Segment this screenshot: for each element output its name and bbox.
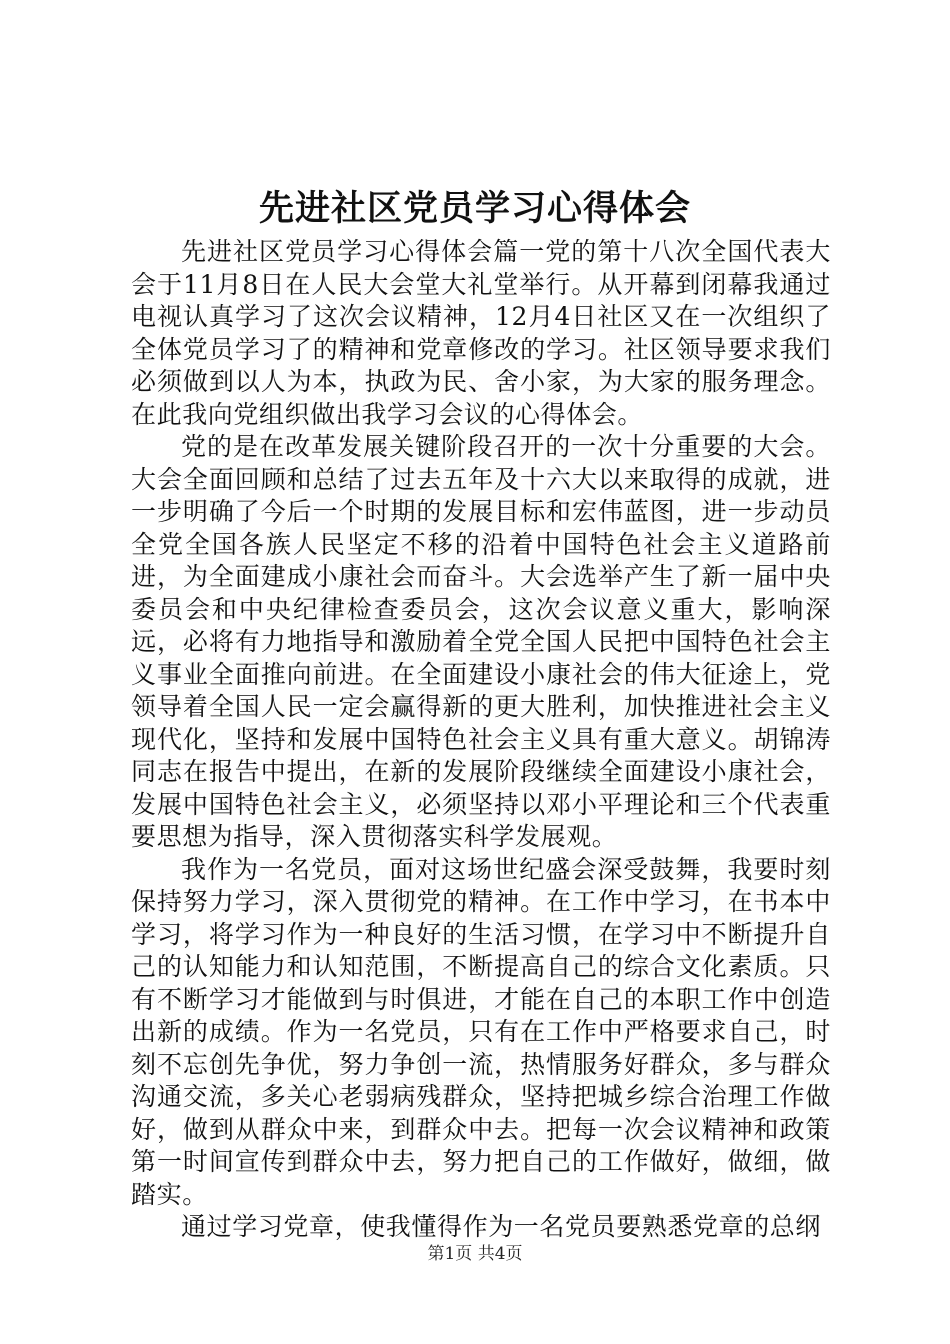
document-title: 先进社区党员学习心得体会	[258, 188, 691, 229]
paragraph-2: 党的是在改革发展关键阶段召开的一次十分重要的大会。大会全面回顾和总结了过去五年及十六大以来取得的成就，进一步明确了今后一个时期的发展目标和宏伟蓝图，进一步动员全党全国各族人民坚定不移的沿着中国特色社会主义道路前进，为全面建成小康社会而奋斗。大会选举产生了新一届中央委员会和中央纪律检查委员会，这次会议意义重大，影响深远，必将有力地指导和激励着全党全国人民把中国特色社会主义事业全面推向前进。在全面建设小康社会的伟大征途上，党领导着全国人民一定会赢得新的更大胜利，加快推进社会主义现代化，坚持和发展中国特色社会主义具有重大意义。胡锦涛同志在报告中提出，在新的发展阶段继续全面建设小康社会，发展中国特色社会主义，必须坚持以邓小平理论和三个代表重要思想为指导，深入贯彻落实科学发展观。	[131, 432, 831, 851]
paragraph-4: 通过学习党章，使我懂得作为一名党员要熟悉党章的总纲	[181, 1212, 822, 1241]
paragraph-3: 我作为一名党员，面对这场世纪盛会深受鼓舞，我要时刻保持努力学习，深入贯彻党的精神。在工作中学习，在书本中学习，将学习作为一种良好的生活习惯，在学习中不断提升自己的认知能力和认知范围，不断提高自己的综合文化素质。只有不断学习才能做到与时俱进，才能在自己的本职工作中创造出新的成绩。作为一名党员，只有在工作中严格要求自己，时刻不忘创先争优，努力争创一流，热情服务好群众，多与群众沟通交流，多关心老弱病残群众，坚持把城乡综合治理工作做好，做到从群众中来，到群众中去。把每一次会议精神和政策第一时间宣传到群众中去，努力把自己的工作做好，做细，做踏实。	[131, 854, 831, 1209]
paragraph-1: 先进社区党员学习心得体会篇一党的第十八次全国代表大会于11月8日在人民大会堂大礼堂举行。从开幕到闭幕我通过电视认真学习了这次会议精神，12月4日社区又在一次组织了全体党员学习了的精神和党章修改的学习。社区领导要求我们必须做到以人为本，执政为民、舍小家，为大家的服务理念。在此我向党组织做出我学习会议的心得体会。	[131, 237, 831, 429]
page-number-footer: 第1页 共4页	[427, 1244, 523, 1264]
document-body	[131, 236, 831, 1244]
